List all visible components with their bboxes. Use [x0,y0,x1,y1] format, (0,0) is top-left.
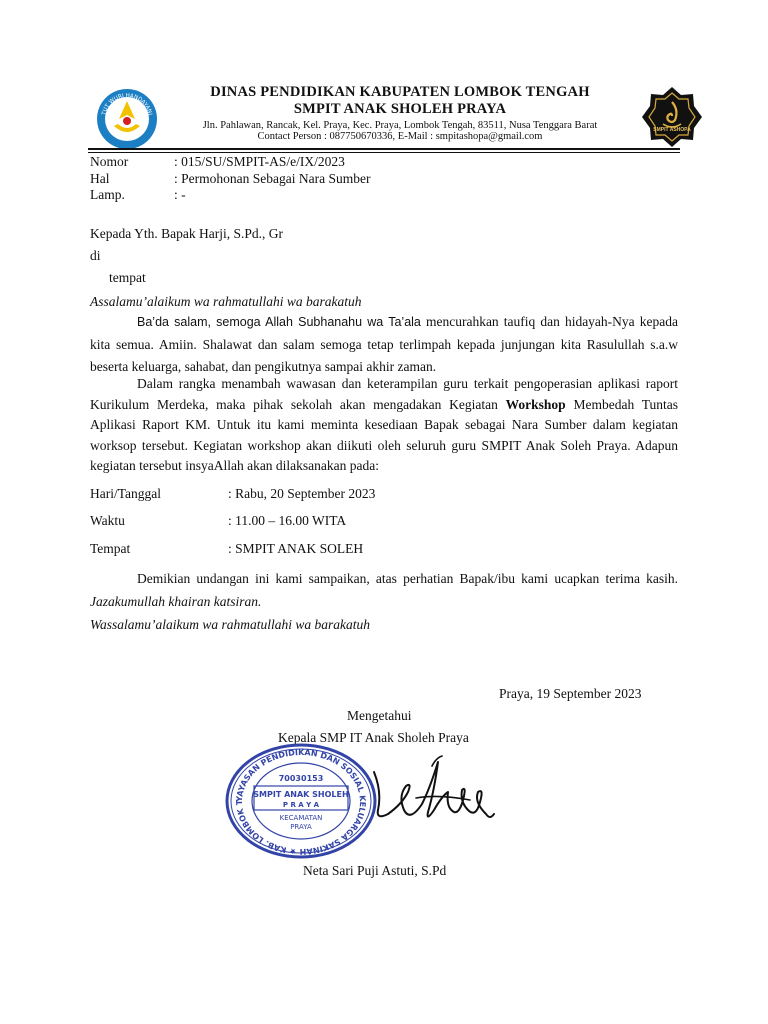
closing-text: Demikian undangan ini kami sampaikan, atas perhatian Bapak/ibu kami ucapkan terima kasih. [137,571,678,586]
lamp-value: : - [174,187,186,202]
paragraph-opening-lead: Ba’da salam, semoga Allah Subhanahu wa Ta’ala [137,315,421,329]
stamp-district: KECAMATAN [279,814,323,822]
letterhead [160,84,640,142]
right-logo-text: SMPIT ASHOPA [653,127,691,133]
date-row [90,486,376,502]
recipient-line3: tempat [109,270,146,285]
place-row [90,541,364,557]
place-value: : SMPIT ANAK SOLEH [228,541,364,556]
official-stamp [224,742,378,860]
closing-greeting: Wassalamu’alaikum wa rahmatullahi wa barakatuh [90,617,371,632]
paragraph-opening-rest: mencurahkan taufiq dan hidayah-Nya kepada kita semua. Amiin. Shalawat dan salam semoga tetap terlimpah kepada junjungan kita Rasulullah s.a.w beserta keluarga, sahabat, dan pengikutnya sampai akhir zaman. [90,314,678,374]
time-label: Waktu [90,513,125,528]
stamp-ring-text: YAYASAN PENDIDIKAN DAN SOSIAL KELUARGA SAKINAH ★ KAB. LOMBOK T [234,747,368,857]
time-value: : 11.00 – 16.00 WITA [228,513,347,528]
institution-name: DINAS PENDIDIKAN KABUPATEN LOMBOK TENGAH [210,84,590,100]
hal-row [90,171,371,187]
paragraph-opening [90,311,678,379]
stamp-school-line2: P R A Y A [282,801,320,809]
principal-position: Kepala SMP IT Anak Sholeh Praya [278,730,469,745]
school-name: SMPIT ANAK SHOLEH PRAYA [293,101,507,117]
contact: Contact Person : 087750670336, E-Mail : smpitashopa@gmail.com [257,131,543,142]
time-row [90,513,347,529]
tut-wuri-handayani-logo [96,88,158,150]
recipient-line2: di [90,248,101,263]
header-rule-thin [88,152,680,153]
closing-italic: Jazakumullah khairan katsiran. [90,593,262,609]
handwritten-signature [368,752,498,838]
opening-greeting: Assalamu’alaikum wa rahmatullahi wa barakatuh [90,294,362,309]
smpit-ashopa-logo [641,86,703,148]
paragraph-workshop [90,374,678,477]
lamp-label: Lamp. [90,187,125,202]
place-label: Tempat [90,541,131,556]
hal-value: : Permohonan Sebagai Nara Sumber [174,171,371,186]
workshop-bold: Workshop [505,396,566,412]
stamp-number: 70030153 [278,774,324,783]
left-logo-text: TUT WURI HANDAYANI [101,92,153,116]
hal-label: Hal [90,171,110,186]
date-value: : Rabu, 20 September 2023 [228,486,376,501]
nomor-label: Nomor [90,154,129,169]
place-date: Praya, 19 September 2023 [499,686,642,701]
address: Jln. Pahlawan, Rancak, Kel. Praya, Kec. Praya, Lombok Tengah, 83511, Nusa Tenggara Barat [202,120,598,131]
paragraph-closing [90,568,678,613]
lamp-row [90,187,186,203]
principal-name: Neta Sari Puji Astuti, S.Pd [303,863,447,878]
header-rule [88,148,680,150]
recipient-line1: Kepada Yth. Bapak Harji, S.Pd., Gr [90,226,283,241]
stamp-city: PRAYA [290,823,312,831]
nomor-value: : 015/SU/SMPIT-AS/e/IX/2023 [174,154,345,169]
paragraph-workshop-part1: Dalam rangka menambah wawasan dan keterampilan guru terkait pengoperasian aplikasi raport Kurikulum Merdeka, maka pihak sekolah akan mengadakan Kegiatan [90,376,678,412]
nomor-row [90,154,345,170]
date-label: Hari/Tanggal [90,486,162,501]
paragraph-workshop-part2: Membedah Tuntas Aplikasi Raport KM. Untuk itu kami meminta kesediaan Bapak sebagai Nara Sumber dalam kegiatan worksop tersebut. Kegiatan workshop akan diikuti oleh seluruh guru SMPIT Anak Soleh Praya. Adapun kegiatan tersebut insyaAllah akan dilaksanakan pada: [90,396,678,473]
svg-text:TUT WURI HANDAYANI [101,93,153,117]
stamp-school-line1: SMPIT ANAK SHOLEH [253,790,349,799]
acknowledged-label: Mengetahui [347,708,412,723]
